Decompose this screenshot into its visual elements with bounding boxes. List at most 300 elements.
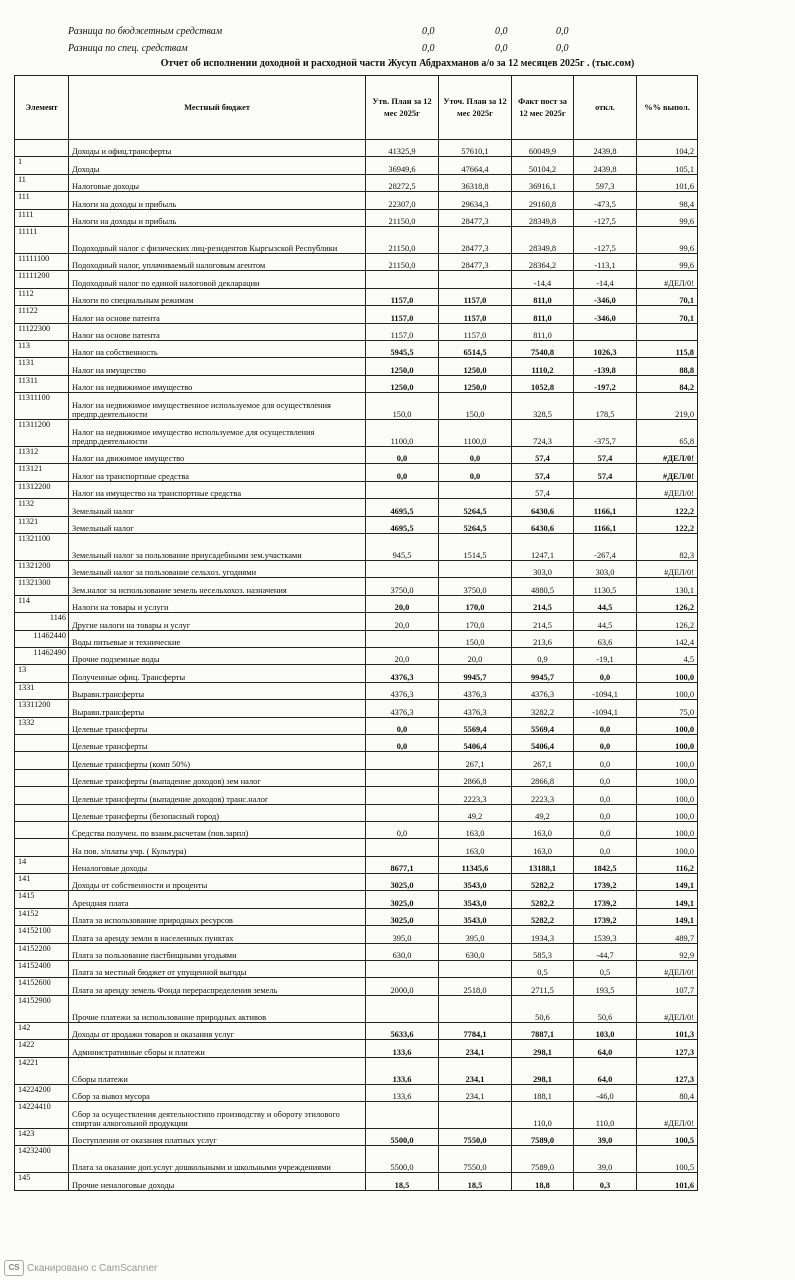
- code-cell: 114: [15, 595, 69, 612]
- plan-cell: 1250,0: [366, 375, 439, 392]
- plan-adjusted-cell: 170,0: [439, 613, 512, 630]
- table-row: [15, 499, 698, 516]
- plan-adjusted-cell: [439, 271, 512, 288]
- name-cell: Налог на недвижимое имущество используемое для осуществления предпр.деятельности: [69, 420, 366, 447]
- plan-adjusted-cell: 0,0: [439, 464, 512, 481]
- percent-cell: #ДЕЛ/0!: [637, 561, 698, 578]
- plan-cell: 1100,0: [366, 420, 439, 447]
- deviation-cell: 39,0: [574, 1146, 637, 1173]
- table-row: [15, 595, 698, 612]
- code-cell: 145: [15, 1173, 69, 1190]
- code-cell: [15, 821, 69, 838]
- plan-cell: 3025,0: [366, 891, 439, 908]
- fact-cell: 811,0: [512, 323, 574, 340]
- percent-cell: 99,6: [637, 226, 698, 253]
- fact-cell: 110,0: [512, 1101, 574, 1128]
- plan-adjusted-cell: 9945,7: [439, 665, 512, 682]
- table-row: [15, 288, 698, 305]
- deviation-cell: 2439,8: [574, 157, 637, 174]
- plan-cell: 1157,0: [366, 306, 439, 323]
- table-row: [15, 340, 698, 357]
- fact-cell: 5282,2: [512, 891, 574, 908]
- percent-cell: #ДЕЛ/0!: [637, 464, 698, 481]
- fact-cell: 13188,1: [512, 856, 574, 873]
- plan-adjusted-cell: 2518,0: [439, 978, 512, 995]
- code-cell: 11321100: [15, 534, 69, 561]
- percent-cell: 100,0: [637, 787, 698, 804]
- percent-cell: 127,3: [637, 1057, 698, 1084]
- name-cell: Сбор за вывоз мусора: [69, 1084, 366, 1101]
- deviation-cell: 1739,2: [574, 891, 637, 908]
- code-cell: 1331: [15, 682, 69, 699]
- fact-cell: 9945,7: [512, 665, 574, 682]
- fact-cell: 213,6: [512, 630, 574, 647]
- deviation-cell: 63,6: [574, 630, 637, 647]
- fact-cell: 28349,8: [512, 209, 574, 226]
- table-row: [15, 647, 698, 664]
- percent-cell: 107,7: [637, 978, 698, 995]
- deviation-cell: 0,0: [574, 769, 637, 786]
- code-cell: 13: [15, 665, 69, 682]
- table-row: [15, 874, 698, 891]
- name-cell: Выравн.трансферты: [69, 700, 366, 717]
- name-cell: Сборы платежи: [69, 1057, 366, 1084]
- plan-adjusted-cell: 5569,4: [439, 717, 512, 734]
- deviation-cell: 1739,2: [574, 908, 637, 925]
- fact-cell: 4880,5: [512, 578, 574, 595]
- percent-cell: 100,0: [637, 804, 698, 821]
- deviation-cell: 50,6: [574, 995, 637, 1022]
- percent-cell: 219,0: [637, 393, 698, 420]
- deviation-cell: 0,0: [574, 804, 637, 821]
- deviation-cell: 1739,2: [574, 874, 637, 891]
- plan-adjusted-cell: 3543,0: [439, 891, 512, 908]
- code-cell: [15, 734, 69, 751]
- camscanner-logo-icon: CS: [4, 1260, 24, 1276]
- column-header-fact: Факт пост за 12 мес 2025г: [512, 76, 574, 140]
- name-cell: Доходы от собственности и проценты: [69, 874, 366, 891]
- code-cell: 11462440: [15, 630, 69, 647]
- deviation-cell: 57,4: [574, 447, 637, 464]
- code-cell: 11311: [15, 375, 69, 392]
- fact-cell: 7589,0: [512, 1128, 574, 1145]
- name-cell: Налог на движимое имущество: [69, 447, 366, 464]
- name-cell: Прочие неналоговые доходы: [69, 1173, 366, 1190]
- percent-cell: 92,9: [637, 943, 698, 960]
- special-funds-difference-value-2: 0,0: [495, 43, 508, 54]
- plan-cell: 8677,1: [366, 856, 439, 873]
- fact-cell: 2223,3: [512, 787, 574, 804]
- column-header-code: Элемент: [15, 76, 69, 140]
- name-cell: Целевые трансферты: [69, 734, 366, 751]
- deviation-cell: 1130,5: [574, 578, 637, 595]
- plan-cell: 41325,9: [366, 140, 439, 157]
- table-row: [15, 209, 698, 226]
- name-cell: Подоходный налог по единой налоговой декларации: [69, 271, 366, 288]
- table-row: [15, 752, 698, 769]
- column-header-deviation: откл.: [574, 76, 637, 140]
- name-cell: Доходы и офиц.трансферты: [69, 140, 366, 157]
- code-cell: 11111200: [15, 271, 69, 288]
- table-row: [15, 447, 698, 464]
- fact-cell: 28364,2: [512, 253, 574, 270]
- deviation-cell: 44,5: [574, 595, 637, 612]
- table-row: [15, 226, 698, 253]
- fact-cell: 724,3: [512, 420, 574, 447]
- fact-cell: 57,4: [512, 464, 574, 481]
- fact-cell: 7589,0: [512, 1146, 574, 1173]
- deviation-cell: -44,7: [574, 943, 637, 960]
- name-cell: Налог на имущество: [69, 358, 366, 375]
- plan-cell: 36949,6: [366, 157, 439, 174]
- plan-cell: [366, 561, 439, 578]
- plan-adjusted-cell: 7550,0: [439, 1146, 512, 1173]
- percent-cell: 101,6: [637, 174, 698, 191]
- code-cell: 14152900: [15, 995, 69, 1022]
- table-row: [15, 1057, 698, 1084]
- table-row: [15, 787, 698, 804]
- deviation-cell: -1094,1: [574, 682, 637, 699]
- deviation-cell: -1094,1: [574, 700, 637, 717]
- name-cell: Доходы: [69, 157, 366, 174]
- plan-adjusted-cell: 7550,0: [439, 1128, 512, 1145]
- plan-adjusted-cell: 49,2: [439, 804, 512, 821]
- code-cell: 14152100: [15, 926, 69, 943]
- name-cell: Налоговые доходы: [69, 174, 366, 191]
- deviation-cell: 0,3: [574, 1173, 637, 1190]
- code-cell: 14232400: [15, 1146, 69, 1173]
- plan-adjusted-cell: 4376,3: [439, 682, 512, 699]
- name-cell: Налоги на доходы и прибыль: [69, 192, 366, 209]
- name-cell: Прочие подземные воды: [69, 647, 366, 664]
- plan-adjusted-cell: 150,0: [439, 393, 512, 420]
- code-cell: 1415: [15, 891, 69, 908]
- plan-adjusted-cell: 47664,4: [439, 157, 512, 174]
- plan-adjusted-cell: 163,0: [439, 821, 512, 838]
- plan-adjusted-cell: 0,0: [439, 447, 512, 464]
- deviation-cell: -346,0: [574, 306, 637, 323]
- percent-cell: 100,0: [637, 717, 698, 734]
- fact-cell: 6430,6: [512, 516, 574, 533]
- deviation-cell: 0,0: [574, 752, 637, 769]
- plan-cell: 18,5: [366, 1173, 439, 1190]
- table-row: [15, 358, 698, 375]
- plan-cell: 20,0: [366, 613, 439, 630]
- fact-cell: 811,0: [512, 306, 574, 323]
- plan-adjusted-cell: 234,1: [439, 1040, 512, 1057]
- code-cell: [15, 769, 69, 786]
- budget-difference-value-2: 0,0: [495, 26, 508, 37]
- plan-adjusted-cell: 29634,3: [439, 192, 512, 209]
- code-cell: 1422: [15, 1040, 69, 1057]
- fact-cell: 1110,2: [512, 358, 574, 375]
- code-cell: 11111: [15, 226, 69, 253]
- name-cell: Целевые трансферты: [69, 717, 366, 734]
- code-cell: 11311100: [15, 393, 69, 420]
- name-cell: Средства получен. по взаим.расчетам (пов.зарпл): [69, 821, 366, 838]
- fact-cell: 1247,1: [512, 534, 574, 561]
- column-header-percent: %% выпол.: [637, 76, 698, 140]
- table-row: [15, 804, 698, 821]
- percent-cell: 100,5: [637, 1146, 698, 1173]
- table-row: [15, 323, 698, 340]
- name-cell: Налог на имущество на транспортные средства: [69, 481, 366, 498]
- name-cell: Налоги на товары и услуги: [69, 595, 366, 612]
- budget-report-table: [14, 75, 698, 1191]
- plan-cell: [366, 1101, 439, 1128]
- fact-cell: 0,9: [512, 647, 574, 664]
- percent-cell: 100,0: [637, 734, 698, 751]
- scanner-watermark: [4, 1260, 157, 1276]
- plan-adjusted-cell: 4376,3: [439, 700, 512, 717]
- percent-cell: 100,0: [637, 665, 698, 682]
- name-cell: Доходы от продажи товаров и оказания услуг: [69, 1022, 366, 1039]
- deviation-cell: 0,0: [574, 734, 637, 751]
- deviation-cell: 1166,1: [574, 499, 637, 516]
- table-row: [15, 891, 698, 908]
- plan-adjusted-cell: 267,1: [439, 752, 512, 769]
- table-row: [15, 700, 698, 717]
- plan-cell: 1250,0: [366, 358, 439, 375]
- fact-cell: 303,0: [512, 561, 574, 578]
- deviation-cell: 0,5: [574, 961, 637, 978]
- plan-adjusted-cell: 28477,3: [439, 253, 512, 270]
- plan-adjusted-cell: [439, 481, 512, 498]
- percent-cell: 82,3: [637, 534, 698, 561]
- percent-cell: #ДЕЛ/0!: [637, 271, 698, 288]
- code-cell: 1146: [15, 613, 69, 630]
- plan-cell: 0,0: [366, 447, 439, 464]
- fact-cell: 1934,3: [512, 926, 574, 943]
- table-row: [15, 561, 698, 578]
- deviation-cell: 178,5: [574, 393, 637, 420]
- table-row: [15, 1146, 698, 1173]
- plan-adjusted-cell: 3543,0: [439, 874, 512, 891]
- code-cell: [15, 140, 69, 157]
- name-cell: Плата за аренду земель Фонда перераспределения земель: [69, 978, 366, 995]
- plan-adjusted-cell: 234,1: [439, 1057, 512, 1084]
- table-row: [15, 375, 698, 392]
- percent-cell: 100,0: [637, 752, 698, 769]
- code-cell: 11122: [15, 306, 69, 323]
- table-row: [15, 140, 698, 157]
- plan-cell: 22307,0: [366, 192, 439, 209]
- code-cell: 14152200: [15, 943, 69, 960]
- code-cell: 113121: [15, 464, 69, 481]
- table-row: [15, 995, 698, 1022]
- deviation-cell: 0,0: [574, 787, 637, 804]
- plan-adjusted-cell: 18,5: [439, 1173, 512, 1190]
- plan-adjusted-cell: 28477,3: [439, 209, 512, 226]
- fact-cell: 3282,2: [512, 700, 574, 717]
- code-cell: 11122300: [15, 323, 69, 340]
- deviation-cell: -46,0: [574, 1084, 637, 1101]
- fact-cell: 57,4: [512, 481, 574, 498]
- deviation-cell: -14,4: [574, 271, 637, 288]
- name-cell: Административные сборы и платежи: [69, 1040, 366, 1057]
- fact-cell: 18,8: [512, 1173, 574, 1190]
- deviation-cell: 597,3: [574, 174, 637, 191]
- fact-cell: 1052,8: [512, 375, 574, 392]
- name-cell: Налог на собственность: [69, 340, 366, 357]
- percent-cell: [637, 323, 698, 340]
- name-cell: Земельный налог: [69, 516, 366, 533]
- fact-cell: 36916,1: [512, 174, 574, 191]
- table-row: [15, 481, 698, 498]
- plan-cell: 21150,0: [366, 209, 439, 226]
- deviation-cell: 0,0: [574, 839, 637, 856]
- plan-cell: 21150,0: [366, 226, 439, 253]
- percent-cell: #ДЕЛ/0!: [637, 995, 698, 1022]
- percent-cell: #ДЕЛ/0!: [637, 481, 698, 498]
- plan-adjusted-cell: 6514,5: [439, 340, 512, 357]
- plan-cell: 3025,0: [366, 874, 439, 891]
- fact-cell: 49,2: [512, 804, 574, 821]
- name-cell: Налоги по специальным режимам: [69, 288, 366, 305]
- plan-cell: 2000,0: [366, 978, 439, 995]
- name-cell: Прочие платежи за использование природных активов: [69, 995, 366, 1022]
- fact-cell: 7540,8: [512, 340, 574, 357]
- plan-cell: [366, 961, 439, 978]
- budget-difference-value-3: 0,0: [556, 26, 569, 37]
- percent-cell: 149,1: [637, 874, 698, 891]
- plan-adjusted-cell: 395,0: [439, 926, 512, 943]
- table-row: [15, 734, 698, 751]
- name-cell: На пов. з/платы учр. ( Культура): [69, 839, 366, 856]
- percent-cell: 70,1: [637, 288, 698, 305]
- percent-cell: 100,0: [637, 682, 698, 699]
- percent-cell: 70,1: [637, 306, 698, 323]
- percent-cell: 100,5: [637, 1128, 698, 1145]
- deviation-cell: -139,8: [574, 358, 637, 375]
- fact-cell: 6430,6: [512, 499, 574, 516]
- name-cell: Целевые трансферты (комп 50%): [69, 752, 366, 769]
- fact-cell: 267,1: [512, 752, 574, 769]
- code-cell: 14221: [15, 1057, 69, 1084]
- table-row: [15, 717, 698, 734]
- plan-adjusted-cell: 28477,3: [439, 226, 512, 253]
- plan-cell: [366, 630, 439, 647]
- fact-cell: 28349,8: [512, 226, 574, 253]
- deviation-cell: 2439,8: [574, 140, 637, 157]
- percent-cell: #ДЕЛ/0!: [637, 447, 698, 464]
- plan-cell: 20,0: [366, 647, 439, 664]
- code-cell: 11321200: [15, 561, 69, 578]
- fact-cell: 585,3: [512, 943, 574, 960]
- code-cell: 11312200: [15, 481, 69, 498]
- table-row: [15, 943, 698, 960]
- fact-cell: 163,0: [512, 839, 574, 856]
- plan-cell: 630,0: [366, 943, 439, 960]
- code-cell: 13311200: [15, 700, 69, 717]
- percent-cell: 101,6: [637, 1173, 698, 1190]
- plan-cell: 133,6: [366, 1084, 439, 1101]
- plan-cell: 0,0: [366, 464, 439, 481]
- column-header-plan-adjusted: Уточ. План за 12 мес 2025г: [439, 76, 512, 140]
- table-row: [15, 306, 698, 323]
- name-cell: Целевые трансферты (безопасный город): [69, 804, 366, 821]
- percent-cell: 84,2: [637, 375, 698, 392]
- code-cell: 14152600: [15, 978, 69, 995]
- deviation-cell: 64,0: [574, 1057, 637, 1084]
- plan-adjusted-cell: 170,0: [439, 595, 512, 612]
- percent-cell: 142,4: [637, 630, 698, 647]
- deviation-cell: 110,0: [574, 1101, 637, 1128]
- code-cell: 1423: [15, 1128, 69, 1145]
- plan-adjusted-cell: [439, 1101, 512, 1128]
- plan-adjusted-cell: [439, 561, 512, 578]
- name-cell: Воды питьевые и технические: [69, 630, 366, 647]
- name-cell: Плата за пользование пастбищными угодьями: [69, 943, 366, 960]
- plan-cell: [366, 804, 439, 821]
- name-cell: Налог на недвижимое имущество: [69, 375, 366, 392]
- name-cell: Целевые трансферты (выпадение доходов) транс.налог: [69, 787, 366, 804]
- special-funds-difference-value-1: 0,0: [422, 43, 435, 54]
- table-row: [15, 578, 698, 595]
- deviation-cell: -127,5: [574, 226, 637, 253]
- deviation-cell: 1842,5: [574, 856, 637, 873]
- name-cell: Земельный налог за пользование сельхоз. угодиями: [69, 561, 366, 578]
- table-row: [15, 271, 698, 288]
- percent-cell: 75,0: [637, 700, 698, 717]
- code-cell: 11312: [15, 447, 69, 464]
- plan-cell: 3750,0: [366, 578, 439, 595]
- deviation-cell: 1166,1: [574, 516, 637, 533]
- name-cell: Выравн.трансферты: [69, 682, 366, 699]
- name-cell: Плата за оказание доп.услуг дошкольными и школьными учреждениями: [69, 1146, 366, 1173]
- table-row: [15, 253, 698, 270]
- code-cell: 11321300: [15, 578, 69, 595]
- fact-cell: 0,5: [512, 961, 574, 978]
- table-row: [15, 769, 698, 786]
- plan-adjusted-cell: 1250,0: [439, 358, 512, 375]
- percent-cell: 105,1: [637, 157, 698, 174]
- deviation-cell: 0,0: [574, 665, 637, 682]
- plan-cell: [366, 839, 439, 856]
- percent-cell: 88,8: [637, 358, 698, 375]
- plan-adjusted-cell: 11345,6: [439, 856, 512, 873]
- code-cell: [15, 752, 69, 769]
- table-header-row: [15, 76, 698, 140]
- deviation-cell: -375,7: [574, 420, 637, 447]
- code-cell: 11: [15, 174, 69, 191]
- name-cell: Подоходный налог с физических лиц-резидентов Кыргызской Республики: [69, 226, 366, 253]
- percent-cell: 116,2: [637, 856, 698, 873]
- code-cell: 113: [15, 340, 69, 357]
- deviation-cell: 303,0: [574, 561, 637, 578]
- table-row: [15, 1128, 698, 1145]
- budget-difference-line: [0, 24, 795, 40]
- deviation-cell: -267,4: [574, 534, 637, 561]
- fact-cell: 5569,4: [512, 717, 574, 734]
- percent-cell: 101,3: [637, 1022, 698, 1039]
- code-cell: 1111: [15, 209, 69, 226]
- code-cell: 1: [15, 157, 69, 174]
- plan-cell: 945,5: [366, 534, 439, 561]
- plan-adjusted-cell: 1157,0: [439, 288, 512, 305]
- deviation-cell: [574, 481, 637, 498]
- table-row: [15, 821, 698, 838]
- plan-adjusted-cell: 7784,1: [439, 1022, 512, 1039]
- name-cell: Земельный налог: [69, 499, 366, 516]
- table-row: [15, 978, 698, 995]
- plan-cell: 4376,3: [366, 665, 439, 682]
- deviation-cell: -113,1: [574, 253, 637, 270]
- fact-cell: -14,4: [512, 271, 574, 288]
- report-title: Отчет об исполнении доходной и расходной части Жусуп Абдрахманов а/о за 12 месяцев 2025г . (тыс.сом): [160, 58, 635, 69]
- fact-cell: 188,1: [512, 1084, 574, 1101]
- deviation-cell: [574, 323, 637, 340]
